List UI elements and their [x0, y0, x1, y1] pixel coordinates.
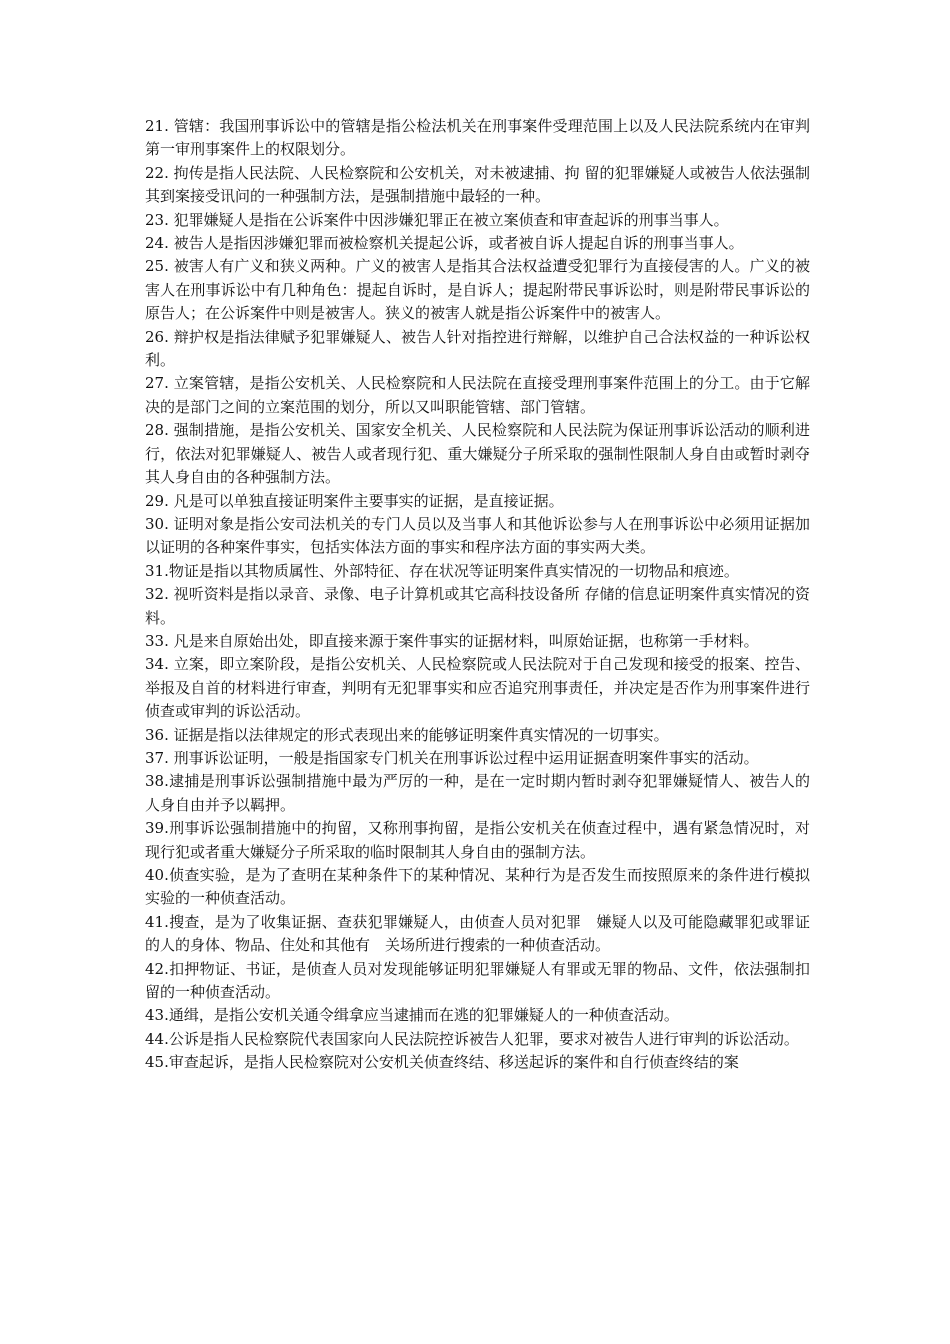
paragraph-42: 42.扣押物证、书证，是侦查人员对发现能够证明犯罪嫌疑人有罪或无罪的物品、文件，依法强制扣留的一种侦查活动。 — [145, 959, 810, 1002]
paragraph-34: 34. 立案，即立案阶段，是指公安机关、人民检察院或人民法院对于自己发现和接受的报案、控告、举报及自首的材料进行审查，判明有无犯罪事实和应否追究刑事责任，并决定是否作为刑事案件进行侦查或审判的诉讼活动。 — [145, 655, 810, 721]
paragraph-40: 40.侦查实验，是为了查明在某种条件下的某种情况、某种行为是否发生而按照原来的条件进行模拟实验的一种侦查活动。 — [145, 866, 810, 908]
paragraph-29: 29. 凡是可以单独直接证明案件主要事实的证据，是直接证据。 — [145, 491, 564, 510]
paragraph-43: 43.通缉，是指公安机关通令缉拿应当逮捕而在逃的犯罪嫌疑人的一种侦查活动。 — [145, 1006, 679, 1025]
paragraph-37: 37. 刑事诉讼证明，一般是指国家专门机关在刑事诉讼过程中运用证据查明案件事实的活动。 — [145, 748, 759, 767]
paragraph-27: 27. 立案管辖，是指公安机关、人民检察院和人民法院在直接受理刑事案件范围上的分工。由于它解决的是部门之间的立案范围的划分，所以又叫职能管辖、部门管辖。 — [145, 374, 810, 416]
paragraph-26: 26. 辩护权是指法律赋予犯罪嫌疑人、被告人针对指控进行辩解，以维护自己合法权益的一种诉讼权利。 — [145, 327, 810, 370]
paragraph-30: 30. 证明对象是指公安司法机关的专门人员以及当事人和其他诉讼参与人在刑事诉讼中必须用证据加以证明的各种案件事实，包括实体法方面的事实和程序法方面的事实两大类。 — [145, 514, 810, 557]
paragraph-33: 33. 凡是来自原始出处，即直接来源于案件事实的证据材料，叫原始证据，也称第一手材料。 — [145, 631, 759, 650]
paragraph-39: 39.刑事诉讼强制措施中的拘留，又称刑事拘留，是指公安机关在侦查过程中，遇有紧急情况时，对现行犯或者重大嫌疑分子所采取的临时限制其人身自由的强制方法。 — [145, 819, 810, 861]
paragraph-31: 31.物证是指以其物质属性、外部特征、存在状况等证明案件真实情况的一切物品和痕迹。 — [145, 561, 739, 580]
paragraph-32: 32. 视听资料是指以录音、录像、电子计算机或其它高科技设备所 存储的信息证明案件真实情况的资料。 — [145, 585, 810, 627]
paragraph-25: 25. 被害人有广义和狭义两种。广义的被害人是指其合法权益遭受犯罪行为直接侵害的人。广义的被害人在刑事诉讼中有几种角色：提起自诉时，是自诉人；提起附带民事诉讼时，则是附带民事诉讼的原告人；在公诉案件中则是被害人。狭义的被害人就是指公诉案件中的被害人。 — [145, 257, 810, 323]
paragraph-28: 28. 强制措施，是指公安机关、国家安全机关、人民检察院和人民法院为保证刑事诉讼活动的顺利进行，依法对犯罪嫌疑人、被告人或者现行犯、重大嫌疑分子所采取的强制性限制人身自由或暂时剥夺其人身自由的各种强制方法。 — [145, 421, 810, 487]
paragraph-44: 44.公诉是指人民检察院代表国家向人民法院控诉被告人犯罪，要求对被告人进行审判的诉讼活动。 — [145, 1029, 799, 1048]
paragraph-21: 21. 管辖：我国刑事诉讼中的管辖是指公检法机关在刑事案件受理范围上以及人民法院系统内在审判第一审刑事案件上的权限划分。 — [145, 117, 810, 159]
paragraph-36: 36. 证据是指以法律规定的形式表现出来的能够证明案件真实情况的一切事实。 — [145, 725, 669, 744]
document-body — [145, 115, 810, 1075]
paragraph-23: 23. 犯罪嫌疑人是指在公诉案件中因涉嫌犯罪正在被立案侦查和审查起诉的刑事当事人。 — [145, 210, 729, 229]
paragraph-38: 38.逮捕是刑事诉讼强制措施中最为严厉的一种，是在一定时期内暂时剥夺犯罪嫌疑情人、被告人的人身自由并予以羁押。 — [145, 772, 810, 814]
paragraph-45: 45.审查起诉，是指人民检察院对公安机关侦查终结、移送起诉的案件和自行侦查终结的案 — [145, 1053, 739, 1072]
paragraph-41: 41.搜查，是为了收集证据、查获犯罪嫌疑人，由侦查人员对犯罪 嫌疑人以及可能隐藏罪犯或罪证的人的身体、物品、住处和其他有 关场所进行搜索的一种侦查活动。 — [145, 912, 810, 955]
paragraph-22: 22. 拘传是指人民法院、人民检察院和公安机关，对未被逮捕、拘 留的犯罪嫌疑人或被告人依法强制其到案接受讯问的一种强制方法，是强制措施中最轻的一种。 — [145, 163, 810, 206]
paragraph-24: 24. 被告人是指因涉嫌犯罪而被检察机关提起公诉，或者被自诉人提起自诉的刑事当事人。 — [145, 234, 744, 253]
